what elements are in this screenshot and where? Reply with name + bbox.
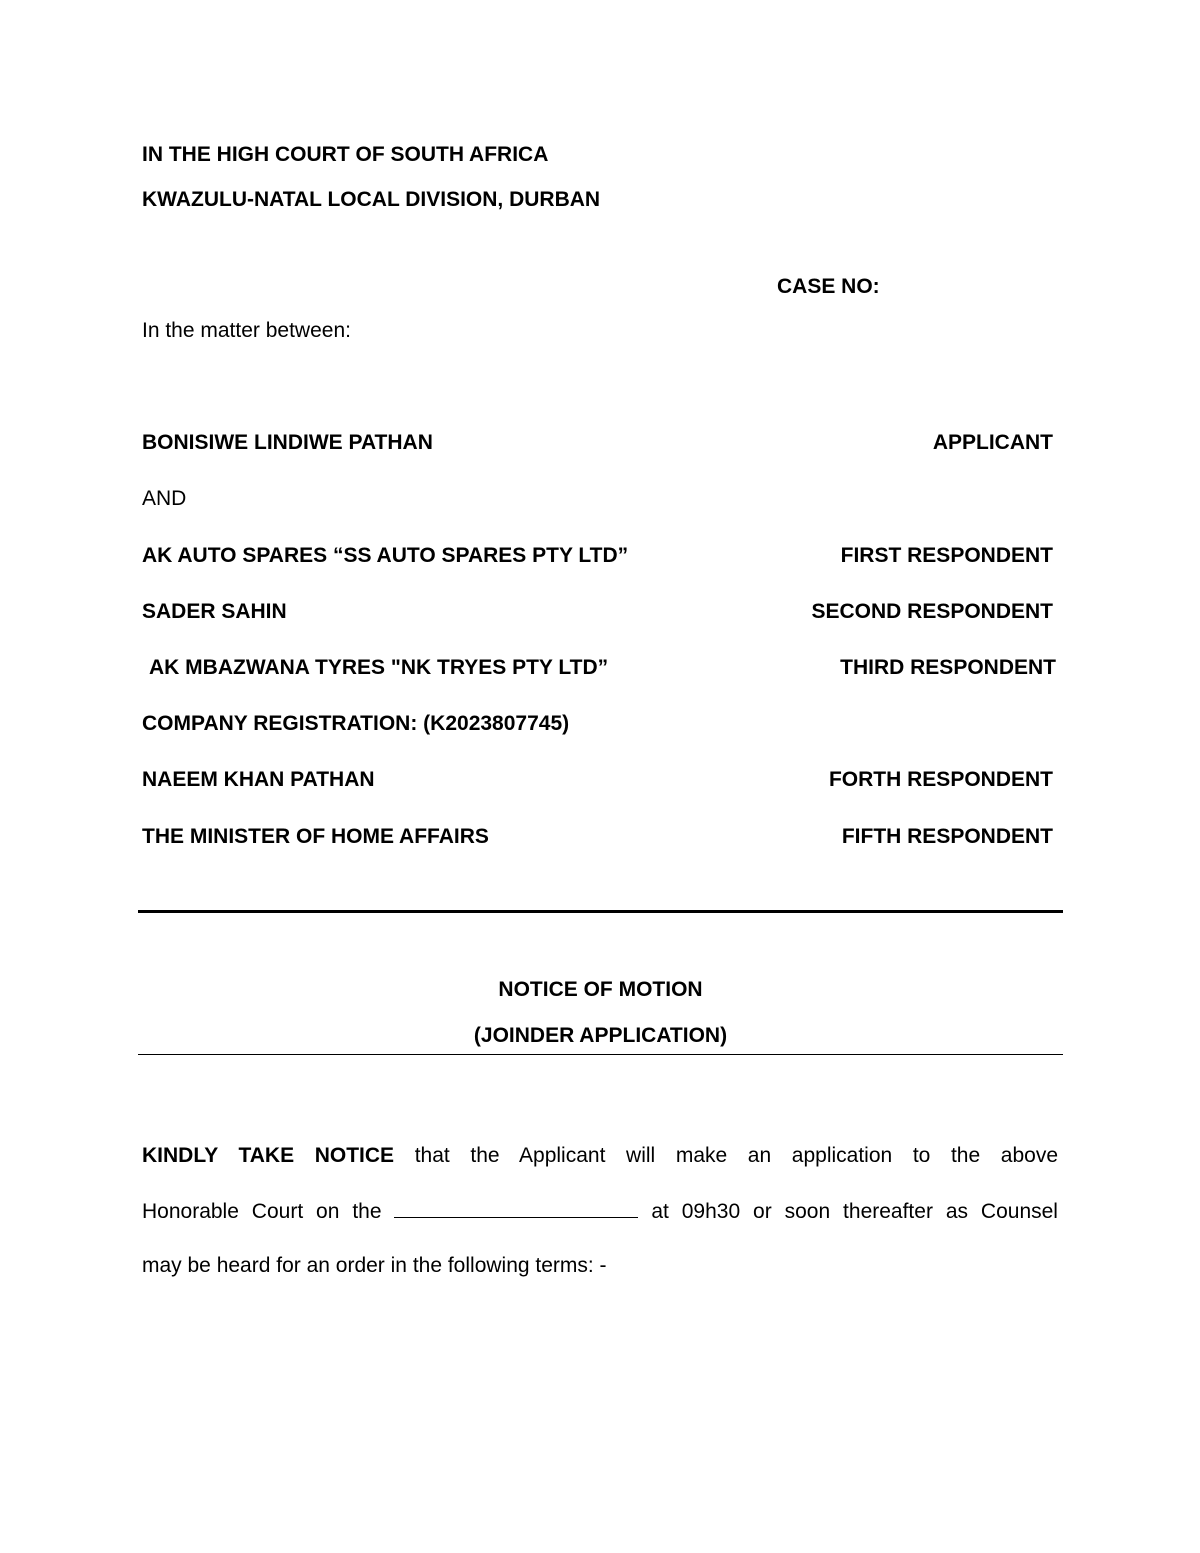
party-name-second-respondent: SADER SAHIN — [142, 600, 287, 623]
court-division: KWAZULU-NATAL LOCAL DIVISION, DURBAN — [142, 188, 601, 211]
matter-intro: In the matter between: — [142, 319, 351, 342]
kindly-take-notice: KINDLY TAKE NOTICE — [142, 1144, 395, 1167]
notice-title: NOTICE OF MOTION — [498, 978, 703, 1001]
case-number-label: CASE NO: — [777, 275, 880, 298]
date-blank-field — [394, 1199, 638, 1218]
company-registration: COMPANY REGISTRATION: (K2023807745) — [142, 712, 570, 735]
party-and: AND — [142, 487, 187, 510]
party-role-fifth-respondent: FIFTH RESPONDENT — [841, 825, 1053, 848]
body-line-2 — [142, 1199, 1058, 1222]
party-role-second-respondent: SECOND RESPONDENT — [811, 600, 1053, 623]
court-name: IN THE HIGH COURT OF SOUTH AFRICA — [142, 143, 549, 166]
body-line-3: may be heard for an order in the following terms: - — [142, 1254, 607, 1277]
party-role-applicant: APPLICANT — [932, 431, 1053, 454]
party-role-forth-respondent: FORTH RESPONDENT — [828, 768, 1053, 791]
section-divider — [138, 910, 1063, 913]
party-name-fifth-respondent: THE MINISTER OF HOME AFFAIRS — [142, 825, 489, 848]
body-line-2-end: at 09h30 or soon thereafter as Counsel — [651, 1200, 1058, 1223]
body-line-1-text: that the Applicant will make an application to the above — [414, 1144, 1059, 1167]
party-name-third-respondent: AK MBAZWANA TYRES "NK TRYES PTY LTD” — [149, 656, 609, 679]
party-name-applicant: BONISIWE LINDIWE PATHAN — [142, 431, 433, 454]
body-line-2-start: Honorable Court on the — [142, 1200, 382, 1223]
title-underline — [138, 1054, 1063, 1055]
party-role-third-respondent: THIRD RESPONDENT — [840, 656, 1056, 679]
notice-subtitle: (JOINDER APPLICATION) — [473, 1024, 728, 1047]
party-name-forth-respondent: NAEEM KHAN PATHAN — [142, 768, 375, 791]
party-name-first-respondent: AK AUTO SPARES “SS AUTO SPARES PTY LTD” — [142, 544, 629, 567]
party-role-first-respondent: FIRST RESPONDENT — [840, 544, 1053, 567]
body-line-1 — [142, 1145, 1058, 1166]
